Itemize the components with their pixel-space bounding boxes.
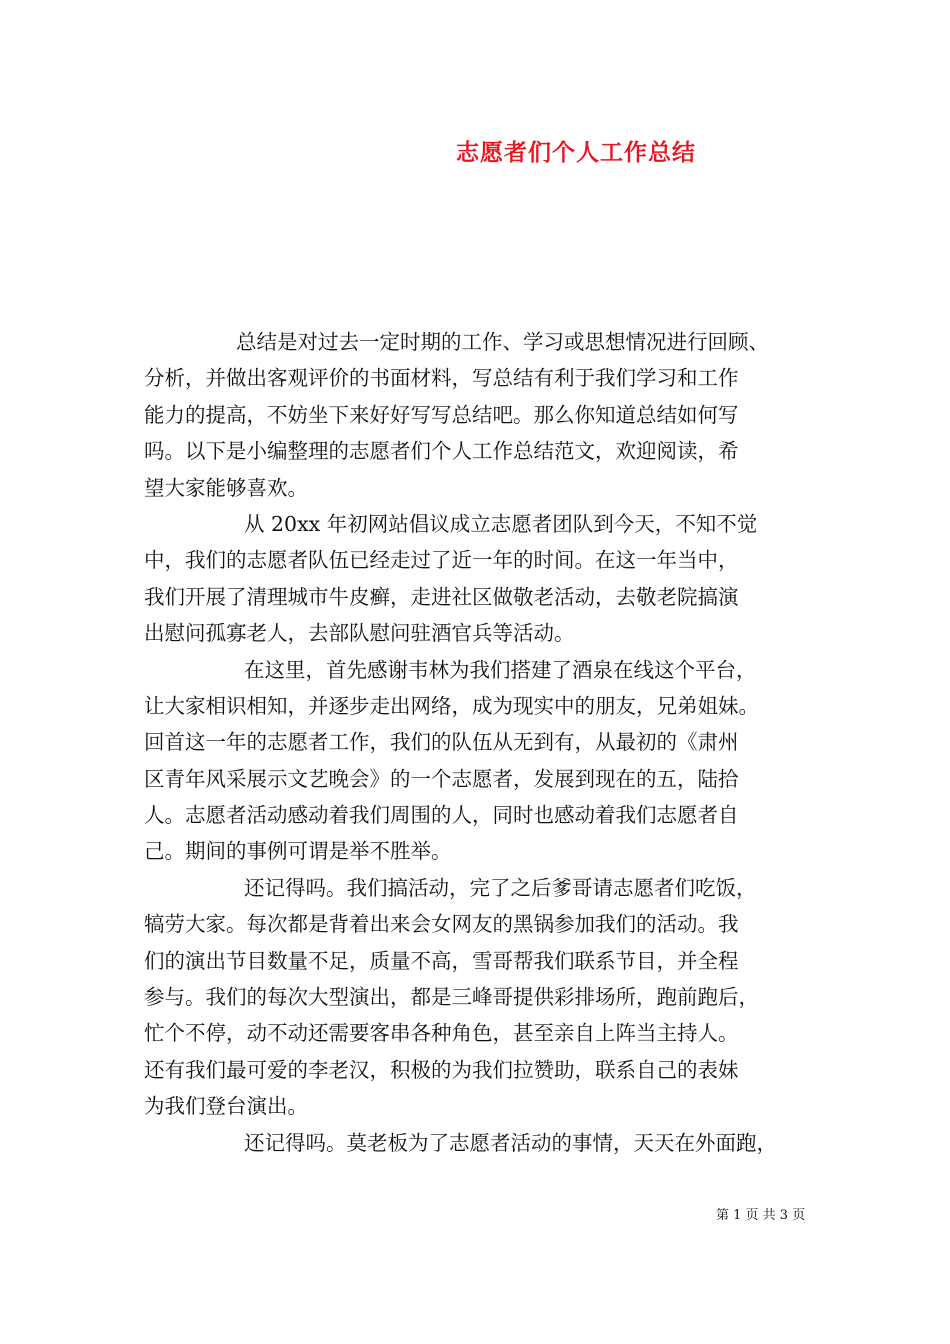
text-line: 能力的提高，不妨坐下来好好写写总结吧。那么你知道总结如何写 (144, 402, 739, 427)
text-line: 出慰问孤寡老人，去部队慰问驻酒官兵等活动。 (144, 621, 575, 646)
text-line: 望大家能够喜欢。 (144, 475, 308, 500)
text-line: 区青年风采展示文艺晚会》的一个志愿者，发展到现在的五，陆拾 (144, 766, 739, 791)
page-number-footer: 第 1 页 共 3 页 (716, 1208, 806, 1223)
text-line: 让大家相识相知，并逐步走出网络，成为现实中的朋友，兄弟姐妹。 (144, 693, 759, 718)
text-line: 还有我们最可爱的李老汉，积极的为我们拉赞助，联系自己的表妹 (144, 1057, 739, 1082)
document-body (144, 324, 814, 1161)
text-line: 从 20xx 年初网站倡议成立志愿者团队到今天，不知不觉 (244, 511, 758, 536)
paragraph-2 (144, 506, 814, 652)
text-line: 参与。我们的每次大型演出，都是三峰哥提供彩排场所，跑前跑后， (144, 985, 759, 1010)
text-line: 忙个不停，动不动还需要客串各种角色，甚至亲自上阵当主持人。 (144, 1021, 739, 1046)
text-line: 在这里，首先感谢韦林为我们搭建了酒泉在线这个平台， (244, 657, 757, 682)
text-line: 回首这一年的志愿者工作，我们的队伍从无到有，从最初的《肃州 (144, 730, 739, 755)
text-line: 犒劳大家。每次都是背着出来会女网友的黑锅参加我们的活动。我 (144, 912, 739, 937)
paragraph-1 (144, 324, 814, 506)
text-line: 为我们登台演出。 (144, 1094, 308, 1119)
text-line: 己。期间的事例可谓是举不胜举。 (144, 839, 452, 864)
text-line: 分析，并做出客观评价的书面材料，写总结有利于我们学习和工作 (144, 366, 739, 391)
text-line: 总结是对过去一定时期的工作、学习或思想情况进行回顾、 (236, 330, 769, 354)
text-line: 还记得吗。我们搞活动，完了之后爹哥请志愿者们吃饭， (244, 875, 757, 900)
paragraph-3 (144, 652, 814, 870)
paragraph-5 (144, 1125, 814, 1161)
text-line: 中，我们的志愿者队伍已经走过了近一年的时间。在这一年当中， (144, 548, 739, 573)
text-line: 们的演出节目数量不足，质量不高，雪哥帮我们联系节目，并全程 (144, 948, 739, 973)
paragraph-4 (144, 870, 814, 1125)
text-line: 我们开展了清理城市牛皮癣，走进社区做敬老活动，去敬老院搞演 (144, 584, 739, 609)
text-line: 吗。以下是小编整理的志愿者们个人工作总结范文，欢迎阅读，希 (144, 439, 739, 464)
text-line: 还记得吗。莫老板为了志愿者活动的事情，天天在外面跑， (244, 1130, 777, 1155)
document-title: 志愿者们个人工作总结 (456, 139, 696, 166)
text-line: 人。志愿者活动感动着我们周围的人，同时也感动着我们志愿者自 (144, 803, 739, 828)
